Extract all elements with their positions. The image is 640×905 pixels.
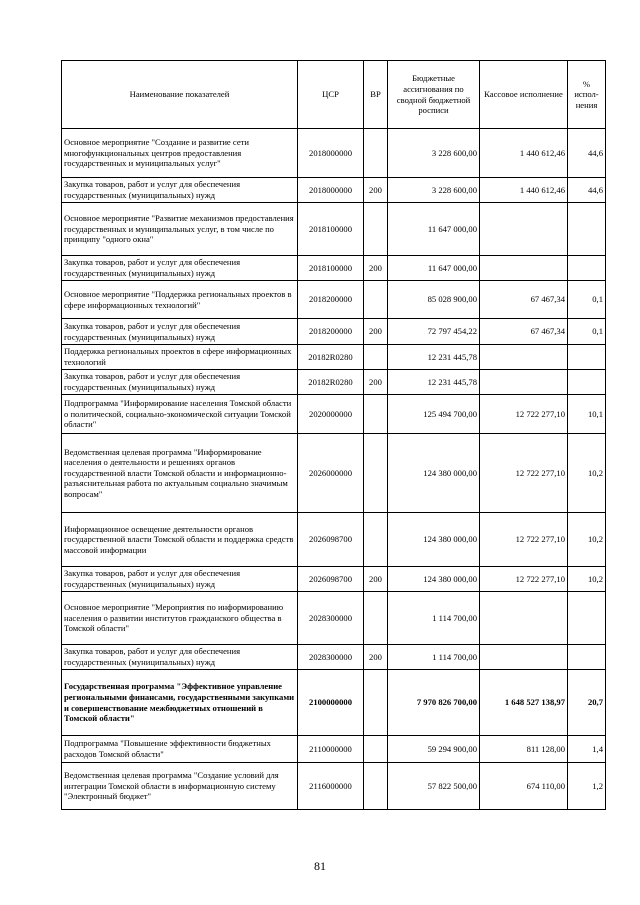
- row-percent: 1,2: [568, 763, 606, 810]
- row-execution: 674 110,00: [480, 763, 568, 810]
- row-percent: 10,2: [568, 513, 606, 567]
- row-csr: 2018000000: [298, 178, 364, 203]
- table-row: [62, 763, 606, 810]
- row-assignment: 12 231 445,78: [388, 370, 480, 395]
- row-vr: [364, 434, 388, 513]
- row-name: Подпрограмма "Информирование населения Томской области о политической, социально-экономической ситуации Томской области": [62, 395, 298, 434]
- row-execution: 12 722 277,10: [480, 395, 568, 434]
- row-csr: 2020000000: [298, 395, 364, 434]
- header-execution: Кассовое исполнение: [480, 61, 568, 129]
- row-percent: 0,1: [568, 281, 606, 319]
- table-row: [62, 203, 606, 256]
- row-csr: 2018100000: [298, 203, 364, 256]
- row-name: Закупка товаров, работ и услуг для обеспечения государственных (муниципальных) нужд: [62, 178, 298, 203]
- row-name: Закупка товаров, работ и услуг для обеспечения государственных (муниципальных) нужд: [62, 319, 298, 345]
- row-percent: 44,6: [568, 178, 606, 203]
- row-execution: [480, 592, 568, 645]
- row-execution: 67 467,34: [480, 319, 568, 345]
- header-assignments: Бюджетные ассигнования по сводной бюджетной росписи: [388, 61, 480, 129]
- row-name: Информационное освещение деятельности органов государственной власти Томской области и поддержка средств массовой информации: [62, 513, 298, 567]
- row-percent: 20,7: [568, 670, 606, 736]
- row-vr: [364, 281, 388, 319]
- row-percent: [568, 256, 606, 281]
- row-vr: [364, 513, 388, 567]
- table-row: [62, 256, 606, 281]
- row-name: Закупка товаров, работ и услуг для обеспечения государственных (муниципальных) нужд: [62, 256, 298, 281]
- table-row: [62, 129, 606, 178]
- row-csr: 2026000000: [298, 434, 364, 513]
- row-assignment: 85 028 900,00: [388, 281, 480, 319]
- header-vr: ВР: [364, 61, 388, 129]
- row-vr: 200: [364, 256, 388, 281]
- row-name: Основное мероприятие "Поддержка региональных проектов в сфере информационных технологий": [62, 281, 298, 319]
- header-percent: % испол-нения: [568, 61, 606, 129]
- table-row: [62, 513, 606, 567]
- row-execution: 1 648 527 138,97: [480, 670, 568, 736]
- row-vr: [364, 345, 388, 370]
- row-execution: 12 722 277,10: [480, 513, 568, 567]
- table-row: [62, 178, 606, 203]
- table-header-row: [62, 61, 606, 129]
- row-assignment: 11 647 000,00: [388, 203, 480, 256]
- table-row: [62, 736, 606, 763]
- row-assignment: 124 380 000,00: [388, 434, 480, 513]
- row-vr: [364, 129, 388, 178]
- row-vr: [364, 763, 388, 810]
- table-row: [62, 567, 606, 592]
- row-assignment: 7 970 826 700,00: [388, 670, 480, 736]
- table-row: [62, 670, 606, 736]
- row-assignment: 124 380 000,00: [388, 513, 480, 567]
- row-name: Закупка товаров, работ и услуг для обеспечения государственных (муниципальных) нужд: [62, 370, 298, 395]
- row-percent: [568, 370, 606, 395]
- table-row: [62, 434, 606, 513]
- row-percent: 0,1: [568, 319, 606, 345]
- row-vr: [364, 395, 388, 434]
- budget-execution-table: [61, 60, 606, 810]
- row-vr: 200: [364, 645, 388, 670]
- header-name: Наименование показателей: [62, 61, 298, 129]
- row-execution: [480, 256, 568, 281]
- row-percent: 44,6: [568, 129, 606, 178]
- row-csr: 20182R0280: [298, 345, 364, 370]
- row-name: Основное мероприятие "Развитие механизмов предоставления государственных и муниципальных услуг, в том числе по принципу "одного окна": [62, 203, 298, 256]
- row-csr: 2110000000: [298, 736, 364, 763]
- row-name: Закупка товаров, работ и услуг для обеспечения государственных (муниципальных) нужд: [62, 645, 298, 670]
- row-name: Государственная программа "Эффективное управление региональными финансами, государственными закупками и совершенствование межбюджетных отношений в Томской области": [62, 670, 298, 736]
- row-csr: 2100000000: [298, 670, 364, 736]
- row-vr: 200: [364, 370, 388, 395]
- table-row: [62, 345, 606, 370]
- row-csr: 2028300000: [298, 645, 364, 670]
- row-vr: [364, 592, 388, 645]
- row-vr: 200: [364, 319, 388, 345]
- row-csr: 2018200000: [298, 319, 364, 345]
- row-execution: [480, 345, 568, 370]
- row-percent: 10,2: [568, 567, 606, 592]
- row-vr: 200: [364, 178, 388, 203]
- table-row: [62, 592, 606, 645]
- row-assignment: 3 228 600,00: [388, 178, 480, 203]
- row-vr: [364, 670, 388, 736]
- row-percent: 1,4: [568, 736, 606, 763]
- row-name: Закупка товаров, работ и услуг для обеспечения государственных (муниципальных) нужд: [62, 567, 298, 592]
- row-csr: 2018000000: [298, 129, 364, 178]
- row-csr: 2116000000: [298, 763, 364, 810]
- table-row: [62, 395, 606, 434]
- row-name: Ведомственная целевая программа "Создание условий для интеграции Томской области в информационную систему "Электронный бюджет": [62, 763, 298, 810]
- row-csr: 2028300000: [298, 592, 364, 645]
- row-execution: 67 467,34: [480, 281, 568, 319]
- row-assignment: 72 797 454,22: [388, 319, 480, 345]
- row-execution: 12 722 277,10: [480, 567, 568, 592]
- row-percent: 10,2: [568, 434, 606, 513]
- row-csr: 2026098700: [298, 567, 364, 592]
- row-percent: [568, 345, 606, 370]
- table-row: [62, 319, 606, 345]
- row-percent: 10,1: [568, 395, 606, 434]
- row-percent: [568, 645, 606, 670]
- row-execution: [480, 203, 568, 256]
- page-number: 81: [314, 859, 326, 873]
- row-assignment: 125 494 700,00: [388, 395, 480, 434]
- row-name: Подпрограмма "Повышение эффективности бюджетных расходов Томской области": [62, 736, 298, 763]
- row-execution: 12 722 277,10: [480, 434, 568, 513]
- row-assignment: 3 228 600,00: [388, 129, 480, 178]
- row-execution: [480, 645, 568, 670]
- row-name: Основное мероприятие "Мероприятия по информированию населения о развитии институтов гражданского общества в Томской области": [62, 592, 298, 645]
- row-assignment: 12 231 445,78: [388, 345, 480, 370]
- row-csr: 2018200000: [298, 281, 364, 319]
- row-execution: 1 440 612,46: [480, 178, 568, 203]
- row-assignment: 59 294 900,00: [388, 736, 480, 763]
- row-vr: [364, 203, 388, 256]
- table-row: [62, 645, 606, 670]
- row-percent: [568, 592, 606, 645]
- row-execution: 811 128,00: [480, 736, 568, 763]
- table-row: [62, 281, 606, 319]
- row-assignment: 1 114 700,00: [388, 645, 480, 670]
- row-name: Поддержка региональных проектов в сфере информационных технологий: [62, 345, 298, 370]
- row-execution: [480, 370, 568, 395]
- row-csr: 2018100000: [298, 256, 364, 281]
- row-assignment: 124 380 000,00: [388, 567, 480, 592]
- row-assignment: 1 114 700,00: [388, 592, 480, 645]
- row-execution: 1 440 612,46: [480, 129, 568, 178]
- row-name: Ведомственная целевая программа "Информирование населения о деятельности и решениях органов государственной власти Томской области и информационно-разъяснительная работа по актуальным социально значимым вопросам": [62, 434, 298, 513]
- row-percent: [568, 203, 606, 256]
- row-assignment: 11 647 000,00: [388, 256, 480, 281]
- row-assignment: 57 822 500,00: [388, 763, 480, 810]
- header-csr: ЦСР: [298, 61, 364, 129]
- table-row: [62, 370, 606, 395]
- row-csr: 2026098700: [298, 513, 364, 567]
- row-csr: 20182R0280: [298, 370, 364, 395]
- row-vr: [364, 736, 388, 763]
- row-vr: 200: [364, 567, 388, 592]
- row-name: Основное мероприятие "Создание и развитие сети многофункциональных центров предоставления государственных и муниципальных услуг": [62, 129, 298, 178]
